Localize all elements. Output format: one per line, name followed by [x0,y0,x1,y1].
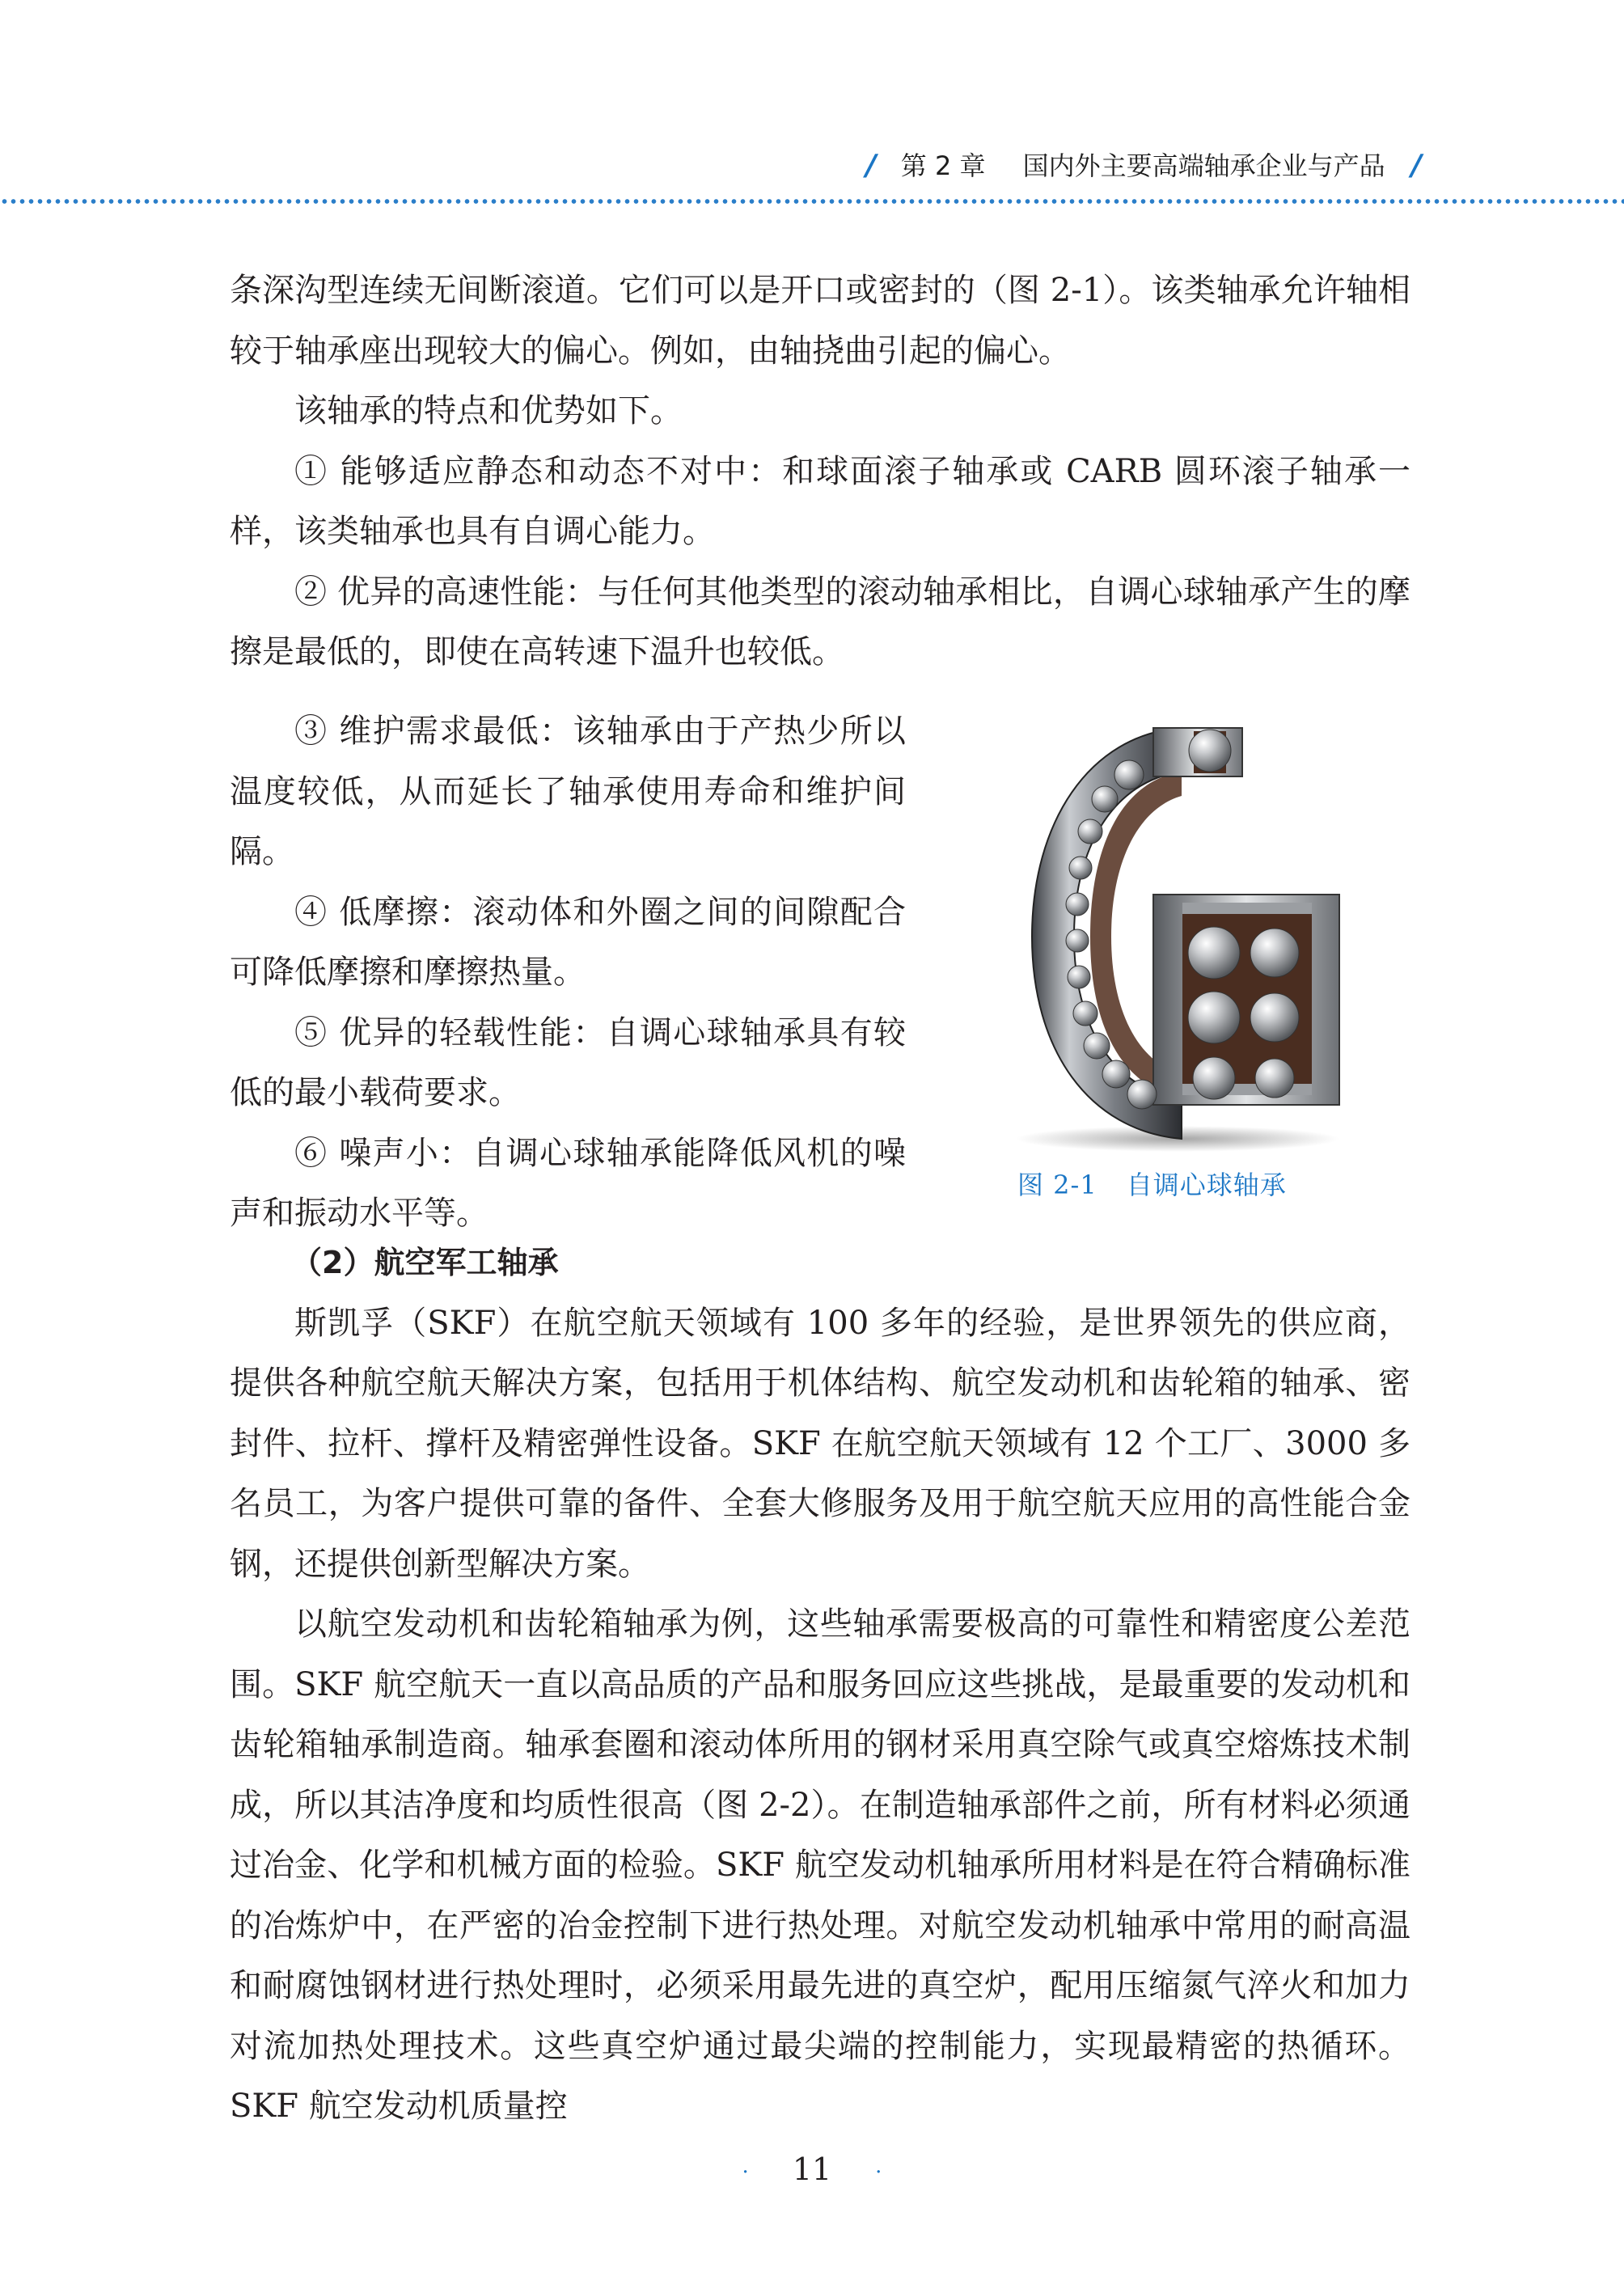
header-slash-right: / [1410,149,1422,182]
figure-number: 图 2-1 [1017,1170,1097,1200]
page-number: 11 [792,2151,832,2187]
paragraph-engine-bearings: 以航空发动机和齿轮箱轴承为例，这些轴承需要极高的可靠性和精密度公差范围。SKF 航空航天一直以高品质的产品和服务回应这些挑战，是最重要的发动机和齿轮箱轴承制造商。轴承套圈和滚动体所用的钢材采用真空除气或真空熔炼技术制成，所以其洁净度和均质性很高（图 2-2）。在制造轴承部件之前，所有材料必须通过冶金、化学和机械方面的检验。SKF 航空发动机轴承所用材料是在符合精确标准的冶炼炉中，在严密的冶金控制下进行热处理。对航空发动机轴承中常用的耐高温和耐腐蚀钢材进行热处理时，必须采用最先进的真空炉，配用压缩氮气淬火和加力对流加热处理技术。这些真空炉通过最尖端的控制能力，实现最精密的热循环。SKF 航空发动机质量控 [230,1606,1410,2125]
header-slash-left: / [865,149,877,182]
text-block-narrow [230,701,906,1244]
text-block-top [230,260,1410,683]
paragraph-skf-aerospace: 斯凯孚（SKF）在航空航天领域有 100 多年的经验，是世界领先的供应商，提供各种航空航天解决方案，包括用于机体结构、航空发动机和齿轮箱的轴承、密封件、拉杆、撑杆及精密弹性设备。SKF 在航空航天领域有 12 个工厂、3000 多名员工，为客户提供可靠的备件、全套大修服务及用于航空航天应用的高性能合金钢，还提供创新型解决方案。 [230,1304,1410,1583]
page-number-footer [0,2151,1624,2187]
running-header [865,146,1422,183]
figure-caption-text: 自调心球轴承 [1126,1170,1287,1200]
list-item-4: ④ 低摩擦：滚动体和外圈之间的间隙配合可降低摩擦和摩擦热量。 [230,893,906,991]
bearing-figure-image [1016,718,1355,1153]
header-dotted-rule [0,199,1624,204]
section-heading: （2）航空军工轴承 [291,1245,559,1280]
text-block-bottom [230,1233,1410,2137]
list-item-5: ⑤ 优异的轻载性能：自调心球轴承具有较低的最小载荷要求。 [230,1013,906,1111]
page-dot-left: · [742,2160,749,2185]
list-item-2: ② 优异的高速性能：与任何其他类型的滚动轴承相比，自调心球轴承产生的摩擦是最低的，即使在高转速下温升也较低。 [230,573,1410,671]
page-dot-right: · [875,2160,882,2185]
list-item-3: ③ 维护需求最低：该轴承由于产热少所以温度较低，从而延长了轴承使用寿命和维护间隔。 [230,713,906,870]
figure-caption [1017,1165,1365,1202]
list-item-1: ① 能够适应静态和动态不对中：和球面滚子轴承或 CARB 圆环滚子轴承一样，该类轴承也具有自调心能力。 [230,452,1410,550]
header-chapter: 第 2 章 [900,150,986,181]
list-item-6: ⑥ 噪声小：自调心球轴承能降低风机的噪声和振动水平等。 [230,1134,906,1232]
header-title: 国内外主要高端轴承企业与产品 [1022,150,1385,181]
paragraph-continuation: 条深沟型连续无间断滚道。它们可以是开口或密封的（图 2-1）。该类轴承允许轴相较于轴承座出现较大的偏心。例如，由轴挠曲引起的偏心。 [230,272,1410,370]
paragraph-features-intro: 该轴承的特点和优势如下。 [294,392,683,429]
